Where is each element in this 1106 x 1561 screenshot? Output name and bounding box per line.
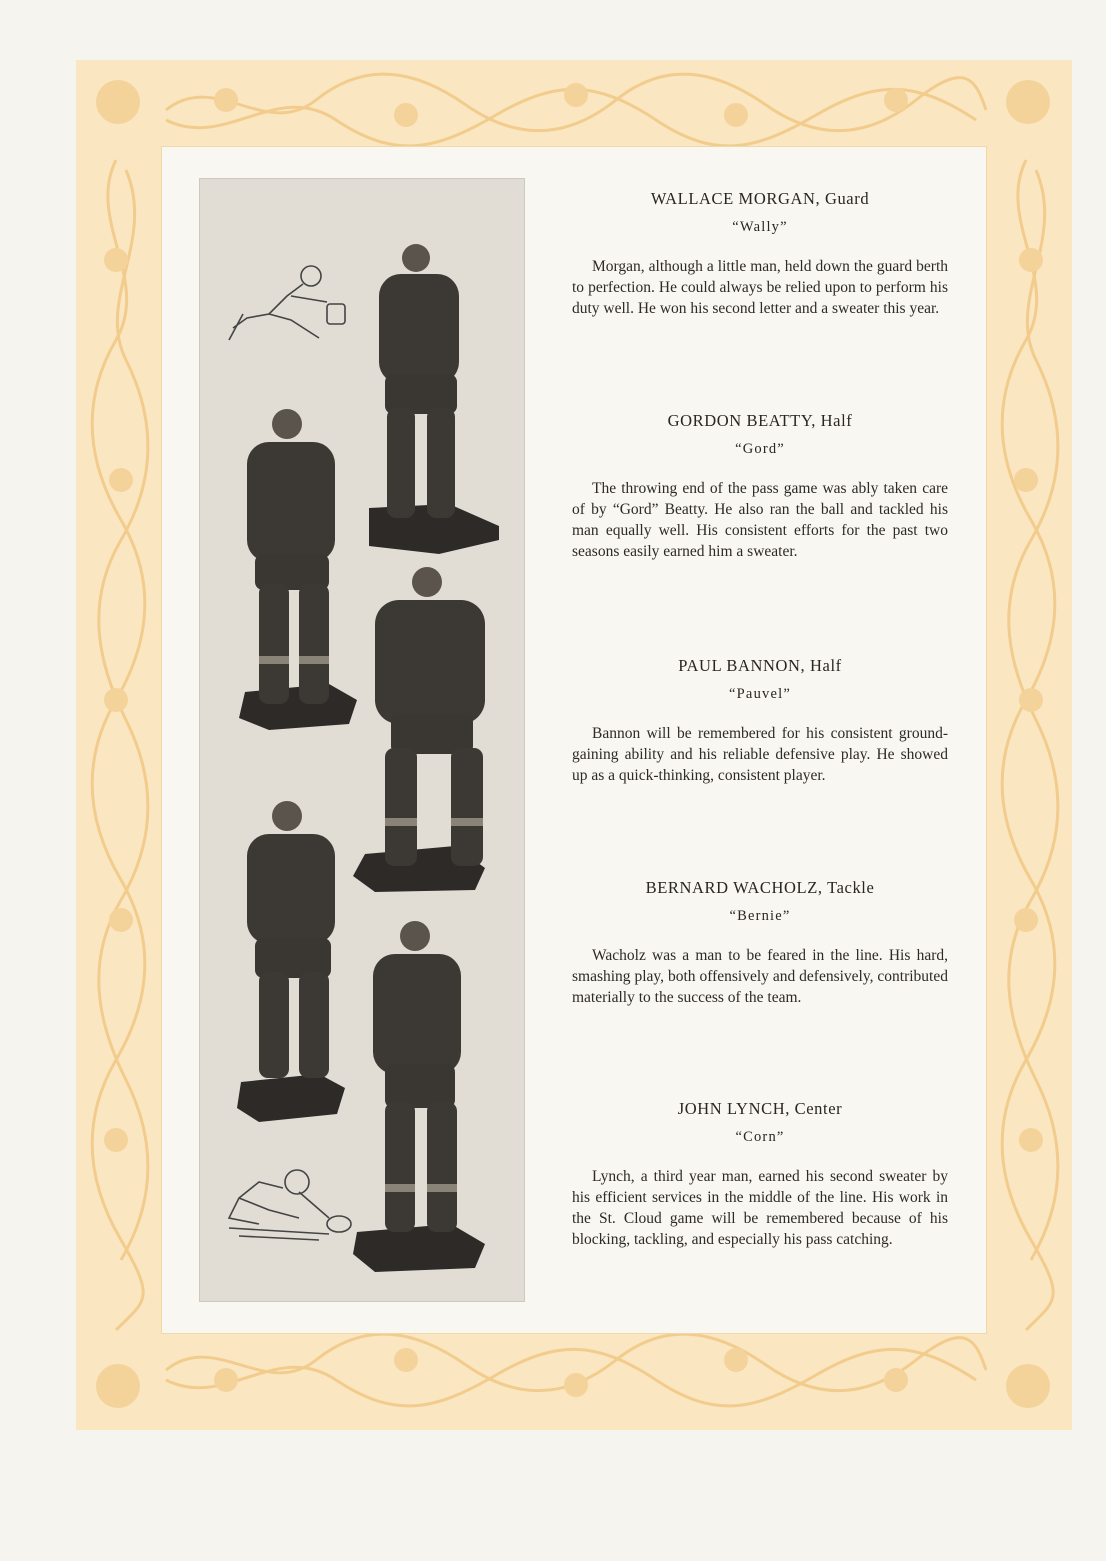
- player-entry-morgan: [572, 186, 948, 319]
- player-heading: GORDON BEATTY, Half: [667, 411, 853, 430]
- player-photo-5: [353, 921, 485, 1272]
- player-photo-2: [239, 409, 357, 730]
- player-description: Morgan, although a little man, held down the guard berth to perfection. He could always be relied upon to perform his duty well. He won his second letter and a sweater this year.: [572, 258, 948, 317]
- player-bios: [572, 186, 948, 1296]
- player-entry-wacholz: [572, 875, 948, 1008]
- player-photos: [199, 178, 525, 1302]
- player-description: Lynch, a third year man, earned his second sweater by his efficient services in the middle of the line. His work in the St. Cloud game will be remembered because of his blocking, tackling, and especially his pass catching.: [572, 1168, 948, 1248]
- player-description: Bannon will be remembered for his consistent ground-gaining ability and his reliable defensive play. He showed up as a quick-thinking, consistent player.: [572, 725, 948, 784]
- player-heading: WALLACE MORGAN, Guard: [650, 189, 870, 208]
- player-photo-1: [369, 244, 499, 554]
- player-heading: JOHN LYNCH, Center: [677, 1099, 843, 1118]
- player-heading: PAUL BANNON, Half: [678, 656, 842, 675]
- player-nickname: “Gord”: [735, 441, 785, 457]
- player-photo-3: [353, 567, 485, 892]
- team-photo-column: [199, 178, 525, 1302]
- player-entry-beatty: [572, 408, 948, 562]
- cartoon-bending-sketch: [229, 1170, 351, 1240]
- player-heading: BERNARD WACHOLZ, Tackle: [645, 878, 875, 897]
- player-description: The throwing end of the pass game was ably taken care of by “Gord” Beatty. He also ran the ball and tackled his man equally well. His consistent efforts for the past two seasons easily earned him a sweater.: [572, 480, 948, 560]
- player-entry-bannon: [572, 653, 948, 786]
- player-nickname: “Pauvel”: [729, 686, 791, 702]
- player-entry-lynch: [572, 1096, 948, 1250]
- player-description: Wacholz was a man to be feared in the line. His hard, smashing play, both offensively and defensively, contributed materially to the success of the team.: [572, 947, 948, 1006]
- player-nickname: “Corn”: [735, 1129, 785, 1145]
- player-photo-4: [237, 801, 345, 1122]
- cartoon-runner-sketch: [229, 266, 345, 340]
- player-nickname: “Wally”: [732, 219, 788, 235]
- player-nickname: “Bernie”: [729, 908, 791, 924]
